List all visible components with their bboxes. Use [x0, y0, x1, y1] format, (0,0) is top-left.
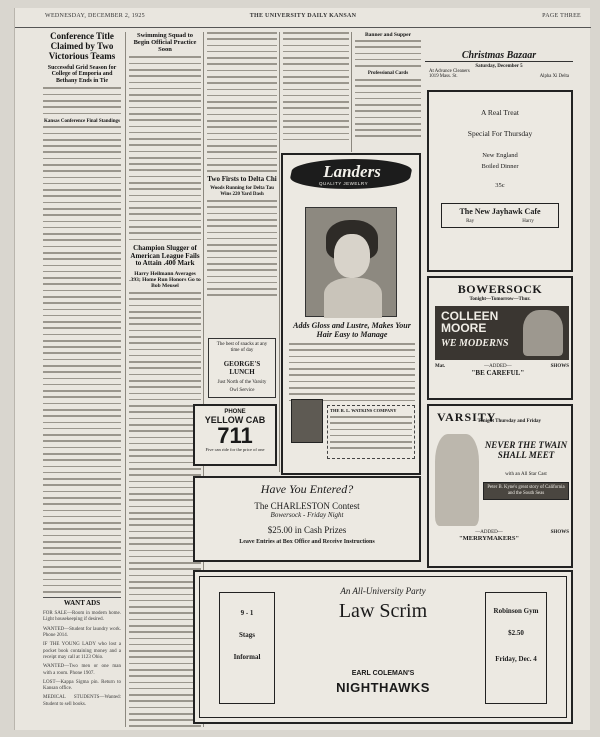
column-divider	[125, 32, 126, 727]
varsity-name: VARSITY	[437, 410, 497, 424]
headline-delta-chi: Two Firsts to Delta Chi	[207, 175, 277, 184]
bazaar-host: Alpha Xi Delta	[539, 74, 569, 79]
headline-swimming: Swimming Squad to Begin Official Practice Soon	[133, 32, 197, 54]
varsity-ad	[427, 404, 573, 568]
party-name: Law Scrim	[338, 600, 428, 622]
yellow-cab-ad	[193, 404, 277, 466]
bazaar-title: Christmas Bazaar	[425, 50, 573, 62]
subhead-slugger: Harry Heilmann Averages .393; Home Run Honors Go to Bob Meusel	[129, 270, 201, 290]
article-text	[355, 40, 421, 67]
column-1	[43, 32, 121, 727]
want-ad: WANTED—Student for laundry work. Phone 2014.	[43, 626, 121, 639]
article-text	[207, 32, 277, 172]
band-name-1: EARL COLEMAN'S	[351, 670, 415, 677]
bowersock-added	[472, 364, 525, 377]
cafe-name-box	[441, 203, 559, 228]
landers-sublogo: QUALITY JEWELRY	[319, 181, 369, 186]
subhead-delta-chi: Woods Running for Delta Tau Wins 220 Yard Dash	[210, 186, 274, 197]
masthead-page: PAGE THREE	[542, 13, 581, 19]
film-title: WE MODERNS	[441, 338, 509, 349]
shows-label: SHOWS	[550, 530, 569, 535]
contest-prize: $25.00 in Cash Prizes	[267, 525, 347, 535]
coupon-company: THE R. L. WATKINS COMPANY	[330, 408, 397, 413]
couple-figure	[435, 434, 479, 526]
varsity-added	[459, 530, 519, 542]
column-divider	[279, 32, 280, 472]
cards-title: Professional Cards	[367, 71, 409, 77]
column-4	[283, 32, 349, 152]
varsity-tagline: Peter B. Kyne's great story of California and the South Seas	[483, 482, 569, 500]
want-ad: WANTED—Two men or one man with a room. Phone 1907.	[43, 664, 121, 676]
subhead-conference: Successful Grid Season for College of Emporia and Bethany Ends in Tie	[47, 64, 117, 84]
contest-line2: Bowersock - Friday Night	[270, 511, 344, 519]
party-title: An All-University Party	[340, 586, 426, 596]
band-name-2: NIGHTHAWKS	[336, 680, 430, 695]
newspaper-page	[14, 8, 590, 730]
lunch-tagline: The best of snacks at any time of day	[216, 342, 268, 353]
cafe-owner: Ray	[466, 219, 475, 224]
want-ad: FOR SALE—Room in modern home. Light housekeeping if desired.	[43, 611, 121, 623]
christmas-bazaar-ad	[425, 50, 573, 86]
article-text	[129, 56, 201, 240]
contest-line1: The CHARLESTON Contest	[254, 501, 360, 511]
lunch-service: Owl Service	[229, 388, 255, 393]
product-bottle-image	[291, 399, 323, 443]
bowersock-prices	[435, 364, 445, 369]
georges-lunch-ad	[208, 338, 276, 398]
headline-banner: Banner and Supper	[364, 32, 412, 38]
varsity-footer	[435, 530, 569, 564]
article-text-continued	[129, 292, 201, 727]
party-informal: Informal	[233, 653, 261, 661]
bazaar-address: 1019 Mass. St.	[429, 74, 458, 79]
landers-copy	[289, 343, 415, 406]
cafe-line1: A Real Treat	[481, 108, 519, 117]
want-ads-title: WANT ADS	[43, 597, 121, 608]
cab-name: YELLOW CAB	[204, 415, 266, 425]
added-title: "MERRYMAKERS"	[459, 535, 520, 542]
dancer-figure	[523, 310, 563, 356]
cafe-line3: New England	[482, 152, 518, 159]
masthead-title: THE UNIVERSITY DAILY KANSAN	[249, 13, 357, 19]
bowersock-name: BOWERSOCK	[457, 282, 543, 296]
landers-ad	[281, 153, 421, 475]
bowersock-footer	[435, 364, 569, 396]
added-label: —ADDED—	[475, 530, 503, 535]
bowersock-when: Tonight—Tomorrow—Thur.	[469, 297, 531, 302]
charleston-contest-ad	[193, 476, 421, 562]
landers-headline: Adds Gloss and Lustre, Makes Your Hair Easy to Manage	[293, 321, 411, 339]
want-ad: IF THE YOUNG LADY who lost a pocket book containing money and a receipt may call at 1123 Ohio.	[43, 642, 121, 660]
film-art	[435, 306, 569, 360]
article-text-continued	[207, 200, 277, 296]
party-time: 9 - 1	[240, 609, 254, 617]
column-divider	[351, 32, 352, 152]
cab-number: 711	[217, 423, 253, 448]
party-date: Friday, Dec. 4	[495, 655, 537, 663]
star-name: COLLEEN MOORE	[441, 309, 499, 335]
mat-label: Mat.	[435, 364, 446, 369]
article-text	[43, 87, 121, 114]
coupon-lines	[330, 416, 412, 449]
bazaar-where: At Advance Cleaners	[429, 69, 470, 74]
professional-cards	[355, 79, 421, 137]
varsity-film: NEVER THE TWAIN SHALL MEET	[484, 440, 568, 460]
cafe-owners	[442, 219, 558, 224]
contest-title: Have You Entered?	[260, 482, 354, 496]
shows-label: SHOWS	[550, 364, 569, 369]
masthead-date: WEDNESDAY, DECEMBER 2, 1925	[45, 13, 145, 19]
bazaar-date: Saturday, December 5	[475, 64, 523, 69]
varsity-when: Tonight Thursday and Friday	[477, 419, 541, 424]
standings-table	[43, 126, 121, 172]
want-ad: LOST—Kappa Sigma pin. Return to Kansan office.	[43, 679, 121, 692]
cafe-name: The New Jayhawk Cafe	[459, 207, 541, 216]
cab-tagline: Five can ride for the price of one	[205, 447, 265, 452]
want-ads-list	[43, 611, 121, 708]
shoulders-shape	[324, 278, 382, 318]
cafe-line4: Boiled Dinner	[481, 163, 519, 170]
added-title: "BE CAREFUL"	[471, 369, 525, 377]
column-2	[129, 32, 201, 727]
varsity-cast: with an All Star Cast	[505, 472, 547, 477]
standings-title: Kansas Conference Final Standings	[44, 118, 120, 124]
masthead	[15, 8, 591, 28]
landers-logo: Landers	[323, 162, 381, 181]
party-place: Robinson Gym	[493, 607, 539, 615]
face-shape	[334, 234, 370, 278]
column-5	[355, 32, 421, 152]
lunch-name: GEORGE'S LUNCH	[223, 360, 261, 376]
headline-conference: Conference Title Claimed by Two Victorious Teams	[48, 32, 116, 61]
added-label: —ADDED—	[484, 364, 512, 369]
cafe-price: 35c	[495, 182, 505, 189]
article-text-continued	[43, 177, 121, 593]
bazaar-footer	[425, 74, 573, 79]
woman-portrait	[305, 207, 397, 317]
law-scrim-party-ad	[193, 570, 573, 724]
cab-phone-label: PHONE	[224, 409, 246, 415]
party-stags: Stags	[239, 631, 255, 639]
cafe-line2: Special For Thursday	[467, 129, 533, 138]
lunch-location: Just North of the Varsity	[217, 380, 267, 385]
article-text	[283, 32, 349, 140]
contest-entry: Leave Entries at Box Office and Receive Instructions	[239, 539, 375, 545]
jayhawk-cafe-ad	[427, 90, 573, 272]
headline-slugger: Champion Slugger of American League Fails to Attain .400 Mark	[130, 243, 200, 268]
want-ad: MEDICAL STUDENTS—Wanted: Student to sell books.	[43, 695, 121, 707]
coupon-box	[327, 405, 415, 459]
party-price: $2.50	[508, 629, 524, 637]
cafe-owner: Harry	[522, 219, 534, 224]
bowersock-ad	[427, 276, 573, 400]
